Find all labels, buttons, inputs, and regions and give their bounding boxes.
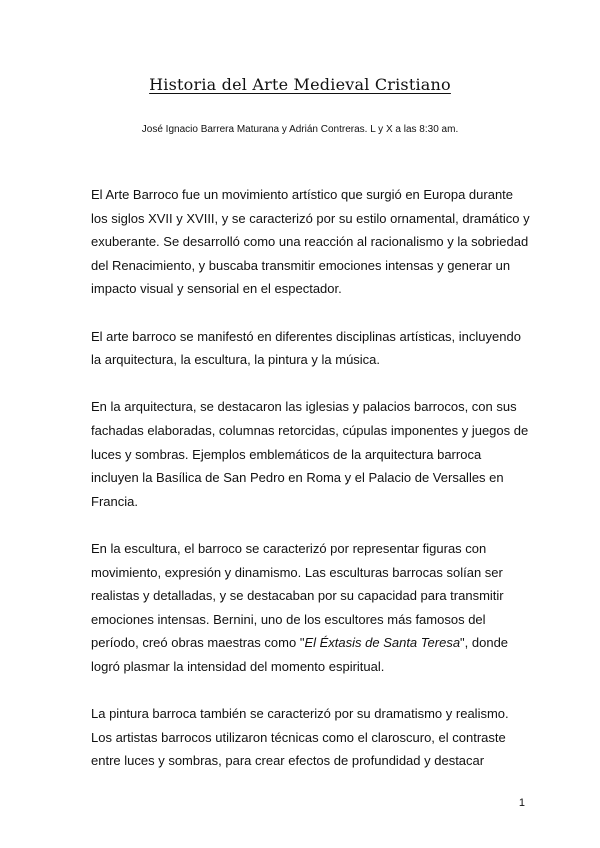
paragraph-painting: La pintura barroca también se caracterizó por su dramatismo y realismo. Los artistas barrocos utilizaron técnicas como el claroscuro, el contraste entre luces y sombras, para crear efectos de profundidad y destacar xyxy=(91,706,509,769)
document-title: Historia del Arte Medieval Cristiano xyxy=(149,75,451,94)
artwork-title: El Éxtasis de Santa Teresa xyxy=(304,635,461,651)
sculpture-text-after: ", donde logró plasmar la intensidad del momento espiritual. xyxy=(91,635,509,674)
paragraph-architecture: En la arquitectura, se destacaron las iglesias y palacios barrocos, con sus fachadas elaboradas, columnas retorcidas, cúpulas imponentes y juegos de luces y sombras. Ejemplos emblemáticos de la arquitectura barroca incluyen la Basílica de San Pedro en Roma y el Palacio de Versalles en Francia. xyxy=(91,399,529,509)
document-body xyxy=(91,183,531,773)
page-number: 1 xyxy=(518,797,525,809)
paragraph-disciplines: El arte barroco se manifestó en diferentes disciplinas artísticas, incluyendo la arquitectura, la escultura, la pintura y la música. xyxy=(91,328,521,368)
paragraph-intro: El Arte Barroco fue un movimiento artístico que surgió en Europa durante los siglos XVII y XVIII, y se caracterizó por su estilo ornamental, dramático y exuberante. Se desarrolló como una reacción al racionalismo y la sobriedad del Renacimiento, y buscaba transmitir emociones intensas y generar un impacto visual y sensorial en el espectador. xyxy=(91,187,530,297)
document-authors: José Ignacio Barrera Maturana y Adrián Contreras. L y X a las 8:30 am. xyxy=(141,124,459,135)
paragraph-sculpture xyxy=(91,537,531,679)
sculpture-text-before: En la escultura, el barroco se caracterizó por representar figuras con movimiento, expresión y dinamismo. Las esculturas barrocas solían ser realistas y detalladas, y se destacaban por su capacidad para transmitir emociones intensas. Bernini, uno de los escultores más famosos del período, creó obras maestras como " xyxy=(91,540,504,651)
